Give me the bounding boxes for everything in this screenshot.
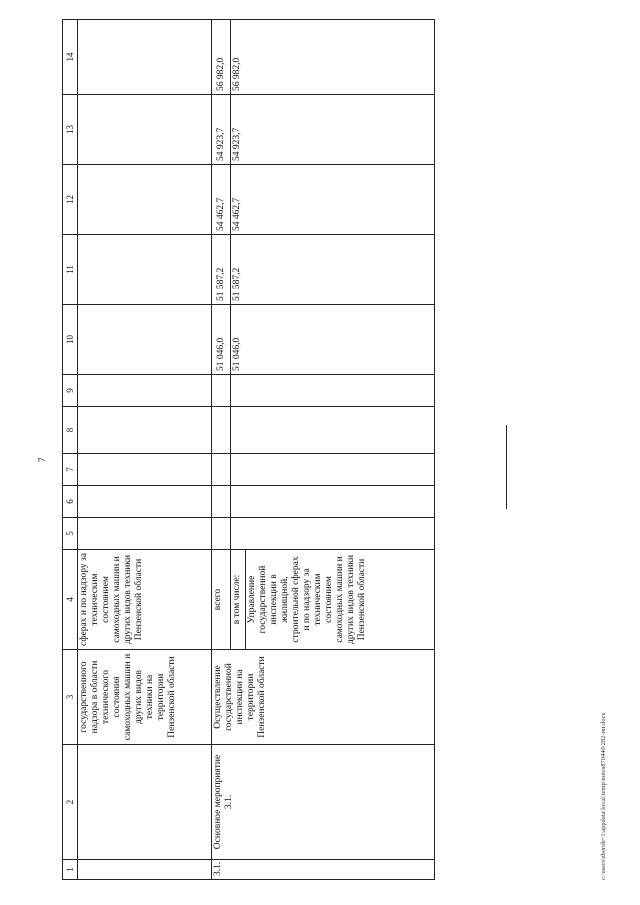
header-cell: 5 bbox=[63, 518, 78, 550]
table-cell-activity: Основное мероприятие 3.1. bbox=[212, 745, 435, 860]
table-cell bbox=[230, 375, 434, 407]
header-row bbox=[63, 20, 78, 880]
header-cell: 12 bbox=[63, 165, 78, 235]
table-cell bbox=[78, 486, 212, 518]
table-cell-number: 3.1. bbox=[212, 860, 435, 880]
header-cell: 9 bbox=[63, 375, 78, 407]
table-cell bbox=[230, 454, 434, 486]
table-cell bbox=[212, 375, 231, 407]
table-cell bbox=[212, 518, 231, 550]
table-cell: государственного надзора в области технического состояния самоходных машин и других видов техники на территории Пензенской области bbox=[78, 650, 212, 745]
table-cell bbox=[230, 407, 434, 454]
table-cell bbox=[78, 407, 212, 454]
table-cell-value: 51 587,2 bbox=[230, 235, 434, 305]
table-cell-value: 56 982,0 bbox=[230, 20, 434, 95]
header-cell: 2 bbox=[63, 745, 78, 860]
table-cell-value: 51 046,0 bbox=[212, 305, 231, 375]
table-cell-description: Осуществление государственной инспекции на территории Пензенской области bbox=[212, 650, 435, 745]
page-number: 7 bbox=[37, 457, 47, 462]
table-cell-value: 54 923,7 bbox=[230, 95, 434, 165]
table-cell bbox=[78, 375, 212, 407]
table-cell-department: Управление государственной инспекции в жилищной, строительной сферах и по надзору за техническим состоянием самоходных машин и других видов техники Пензенской области bbox=[246, 550, 435, 650]
program-table bbox=[62, 19, 435, 880]
separator-line bbox=[506, 425, 507, 509]
table-cell bbox=[78, 95, 212, 165]
table-row-total bbox=[212, 20, 231, 880]
table-cell bbox=[78, 305, 212, 375]
table-cell bbox=[212, 486, 231, 518]
table-cell bbox=[78, 20, 212, 95]
table-cell-value: 54 462,7 bbox=[230, 165, 434, 235]
header-cell: 10 bbox=[63, 305, 78, 375]
table-cell bbox=[212, 407, 231, 454]
table-cell-value: 51 046,0 bbox=[230, 305, 434, 375]
table-cell-value: 51 587,2 bbox=[212, 235, 231, 305]
table-cell bbox=[212, 454, 231, 486]
table-cell bbox=[78, 745, 212, 860]
table-cell bbox=[78, 454, 212, 486]
table-cell bbox=[78, 235, 212, 305]
table-cell-value: 54 462,7 bbox=[212, 165, 231, 235]
table-cell: сферах и по надзору за техническим состоянием самоходных машин и других видов техники Пензенской области bbox=[78, 550, 212, 650]
header-cell: 3 bbox=[63, 650, 78, 745]
header-cell: 13 bbox=[63, 95, 78, 165]
footer-file-path: c:\users\zborob~1\appdata\local\temp\notes870440\282-пп.docx bbox=[600, 712, 607, 880]
header-cell: 8 bbox=[63, 407, 78, 454]
table-cell bbox=[230, 518, 434, 550]
header-cell: 14 bbox=[63, 20, 78, 95]
table-rotated bbox=[62, 20, 435, 880]
table-cell bbox=[78, 165, 212, 235]
header-cell: 11 bbox=[63, 235, 78, 305]
table-cell-total-label: всего bbox=[212, 550, 231, 650]
table-cell bbox=[230, 486, 434, 518]
table-row-continued bbox=[78, 20, 212, 880]
header-cell: 4 bbox=[63, 550, 78, 650]
table-cell-value: 54 923,7 bbox=[212, 95, 231, 165]
table-cell bbox=[78, 860, 212, 880]
header-cell: 1 bbox=[63, 860, 78, 880]
table-cell-value: 56 982,0 bbox=[212, 20, 231, 95]
header-cell: 7 bbox=[63, 454, 78, 486]
table-cell-including-label: в том числе: bbox=[230, 550, 245, 650]
table-cell bbox=[78, 518, 212, 550]
header-cell: 6 bbox=[63, 486, 78, 518]
